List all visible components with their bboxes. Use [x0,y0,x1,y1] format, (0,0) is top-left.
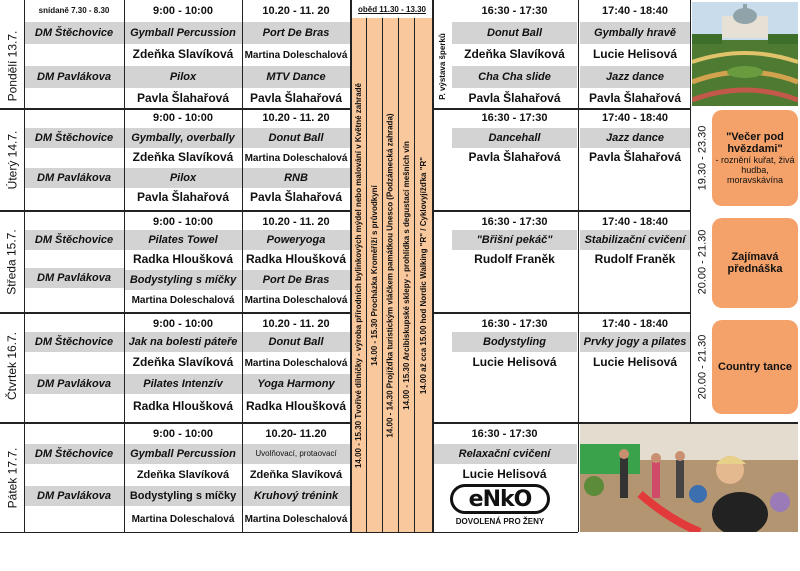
enko-tagline: DOVOLENÁ PRO ŽENY [455,517,545,526]
tue-class-s4-r1: Jazz dance [580,128,690,148]
tue-slot1-header: 9:00 - 10:00 [124,108,242,128]
day-separator [432,312,690,314]
grid-line [578,0,579,532]
tue-class-s1-r2: Pilox [124,168,242,188]
fri-class-s1-r1: Gymball Percussion [124,444,242,464]
fri-location-1: DM Štěchovice [24,444,124,464]
tue-evening-time: 19.30 - 23.30 [696,125,708,191]
wed-instructor-s1-r2: Martina Doleschalová [124,290,242,310]
mon-class-s2-r2: MTV Dance [242,66,350,88]
day-label-wednesday: Středa 15.7. [5,229,20,295]
day-separator [432,108,690,110]
tue-instructor-s4-r1: Pavla Šlahařová [580,148,690,168]
mon-slot4-header: 17:40 - 18:40 [580,0,690,22]
thu-instructor-s4-r1: Lucie Helisová [580,352,690,374]
tue-class-s3-r1: Dancehall [452,128,577,148]
tue-instructor-s3-r1: Pavla Šlahařová [452,148,577,168]
grid-line [432,0,434,532]
thu-slot4-header: 17:40 - 18:40 [580,314,690,334]
day-label-monday: Pondělí 13.7. [5,30,20,102]
thu-slot1-header: 9:00 - 10:00 [124,314,242,334]
mon-class-s3-r2: Cha Cha slide [452,66,577,88]
wed-class-s1-r2: Bodystyling s míčky [124,270,242,290]
fri-instructor-s3-r1: Lucie Helisová [432,464,577,486]
mon-instructor-s3-r1: Zdeňka Slavíková [452,44,577,66]
wed-slot1-header: 9:00 - 10:00 [124,212,242,232]
day-separator [0,312,350,314]
thu-location-1: DM Štěchovice [24,332,124,352]
day-label-thursday: Čtvrtek 16.7. [5,331,19,401]
day-separator [432,210,690,212]
tue-evening-desc: - roznění kuřat, živá hudba, moravskávína [715,155,795,185]
mon-class-s4-r2: Jazz dance [580,66,690,88]
wed-evening-time: 20.00 - 21.30 [696,229,708,295]
wed-instructor-s2-r1: Radka Hloušková [242,250,350,270]
table-bottom [0,532,578,533]
wed-slot2-header: 10.20 - 11. 20 [242,212,350,232]
day-separator [0,422,350,424]
wed-instructor-s1-r1: Radka Hloušková [124,250,242,270]
wed-class-s1-r1: Pilates Towel [124,230,242,250]
thu-class-s4-r1: Prvky jogy a pilates [580,332,690,352]
fri-slot2-header: 10.20- 11.20 [242,424,350,444]
mon-slot2-header: 10.20 - 11. 20 [242,0,350,22]
tue-instructor-s2-r1: Martina Doleschalová [242,148,350,168]
fri-instructor-s1-r2: Martina Doleschalová [124,508,242,530]
day-separator [0,210,350,212]
tue-location-2: DM Pavlákova [24,168,124,188]
mon-instructor-s1-r1: Zdeňka Slavíková [124,44,242,66]
mon-instructor-s4-r1: Lucie Helisová [580,44,690,66]
day-label-friday: Pátek 17.7. [5,447,19,509]
grid-line [690,0,691,424]
day-label-tuesday: Úterý 14.7. [5,130,20,190]
afternoon-activity-1: 14.00 - 15.30 Tvořivé dílničky - výroba přírodních bylinkových mýdel nebo malování v Květné zahradě [354,82,364,468]
tue-location-1: DM Štěchovice [24,128,124,148]
wed-evening-event: Zajímavá přednáška [712,218,798,308]
fri-instructor-s2-r2: Martina Doleschalová [242,508,350,530]
enko-logo [448,484,552,528]
fitness-photo [580,424,798,532]
mon-instructor-s1-r2: Pavla Šlahařová [124,88,242,110]
fri-class-s2-r1: Uvolňovací, protaovací [242,444,350,464]
fri-class-s3-r1: Relaxační cvičení [432,444,577,464]
thu-slot2-header: 10.20 - 11. 20 [242,314,350,334]
thu-instructor-s2-r2: Radka Hloušková [242,396,350,418]
afternoon-activity-4: 14.00 - 15.30 Arcibiskupské sklepy - prohlídka s degustací mešních vín [402,140,411,410]
mon-instructor-s3-r2: Pavla Šlahařová [452,88,577,110]
thu-class-s2-r2: Yoga Harmony [242,374,350,394]
mon-instructor-s4-r2: Pavla Šlahařová [580,88,690,110]
enko-logo-text: eNkO [468,486,532,512]
thu-instructor-s1-r2: Radka Hloušková [124,396,242,418]
tue-instructor-s1-r2: Pavla Šlahařová [124,188,242,208]
tue-slot2-header: 10.20 - 11. 20 [242,108,350,128]
tue-slot3-header: 16:30 - 17:30 [452,108,577,128]
mon-slot1-header: 9:00 - 10:00 [124,0,242,22]
afternoon-activity-3: 14.00 - 14.30 Projížďka turistickým vláčkem památkou Unesco (Podzámecká zahrada) [386,112,395,438]
wed-location-1: DM Štěchovice [24,230,124,250]
tue-evening-event [712,110,798,206]
lunch-time: oběd 11.30 - 13.30 [352,4,432,16]
wed-class-s2-r1: Poweryoga [242,230,350,250]
fri-instructor-s1-r1: Zdeňka Slavíková [124,464,242,486]
mon-class-s4-r1: Gymbally hravě [580,22,690,44]
mon-location-1: DM Štěchovice [24,22,124,44]
wed-location-2: DM Pavlákova [24,268,124,288]
wed-class-s4-r1: Stabilizační cvičení [580,230,690,250]
wed-instructor-s3-r1: Rudolf Franěk [452,250,577,270]
afternoon-activity-5: 14.00 až cca 15.00 hod Nordic Walking "R" / Cyklovyjížďka "R" [419,156,428,394]
wed-slot4-header: 17:40 - 18:40 [580,212,690,232]
grid-line [124,0,125,532]
afternoon-activity-2: 14.00 - 15.30 Procházka Kroměříží s průvodkyní [370,184,379,366]
mon-side-note: P. výstava šperků [437,32,447,100]
grid-line [242,0,243,532]
mon-class-s2-r1: Port De Bras [242,22,350,44]
mon-class-s1-r1: Gymball Percussion [124,22,242,44]
tue-evening-title: "Večer pod hvězdami" [726,131,784,155]
mon-instructor-s2-r1: Martina Doleschalová [242,44,350,66]
fri-class-s2-r2: Kruhový trénink [242,486,350,506]
mon-class-s1-r2: Pilox [124,66,242,88]
breakfast-time: snídaně 7.30 - 8.30 [24,4,124,18]
garden-photo [692,2,798,106]
thu-class-s3-r1: Bodystyling [452,332,577,352]
tue-class-s2-r2: RNB [242,168,350,188]
mon-instructor-s2-r2: Pavla Šlahařová [242,88,350,110]
thu-class-s1-r2: Pilates Intenzív [124,374,242,394]
mon-location-2: DM Pavlákova [24,66,124,88]
wed-instructor-s2-r2: Martina Doleschalová [242,290,350,310]
day-separator [432,422,798,424]
thu-instructor-s2-r1: Martina Doleschalová [242,352,350,374]
thu-class-s2-r1: Donut Ball [242,332,350,352]
grid-line [350,0,352,532]
fri-instructor-s2-r1: Zdeňka Slavíková [242,464,350,486]
thu-location-2: DM Pavlákova [24,374,124,394]
fri-slot3-header: 16:30 - 17:30 [432,424,577,444]
mon-class-s3-r1: Donut Ball [452,22,577,44]
thu-class-s1-r1: Jak na bolesti páteře [124,332,242,352]
wed-class-s2-r2: Port De Bras [242,270,350,290]
fri-slot1-header: 9:00 - 10:00 [124,424,242,444]
wed-class-s3-r1: "Břišní pekáč" [452,230,577,250]
day-separator [0,108,350,110]
tue-class-s2-r1: Donut Ball [242,128,350,148]
grid-line [24,0,25,532]
thu-instructor-s1-r1: Zdeňka Slavíková [124,352,242,374]
thu-evening-event: Country tance [712,320,798,414]
wed-slot3-header: 16:30 - 17:30 [452,212,577,232]
tue-instructor-s1-r1: Zdeňka Slavíková [124,148,242,168]
tue-instructor-s2-r2: Pavla Šlahařová [242,188,350,208]
mon-slot3-header: 16:30 - 17:30 [452,0,577,22]
thu-instructor-s3-r1: Lucie Helisová [452,352,577,374]
thu-slot3-header: 16:30 - 17:30 [452,314,577,334]
fri-class-s1-r2: Bodystyling s míčky [124,486,242,506]
wed-instructor-s4-r1: Rudolf Franěk [580,250,690,270]
tue-slot4-header: 17:40 - 18:40 [580,108,690,128]
fri-location-2: DM Pavlákova [24,486,124,506]
tue-class-s1-r1: Gymbally, overbally [124,128,242,148]
thu-evening-time: 20.00 - 21.30 [696,334,708,400]
mon-location-1-gap [24,44,124,66]
enko-logo-badge [450,484,550,514]
